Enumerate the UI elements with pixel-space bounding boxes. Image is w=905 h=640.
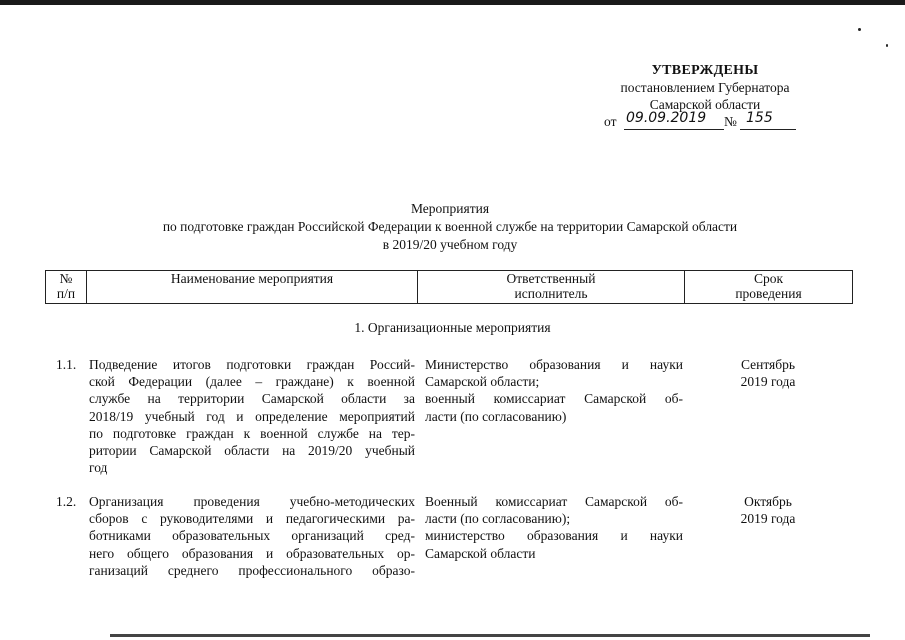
text-line: Самарской области — [425, 545, 536, 561]
number-underline — [740, 129, 796, 130]
text-line: Подведение итогов подготовки граждан Россий- — [89, 357, 415, 372]
text-line: Октябрь — [744, 494, 792, 509]
text-line: год — [89, 460, 108, 476]
date-prefix: от — [604, 114, 617, 129]
approval-block — [560, 62, 850, 131]
handwritten-number: 155 — [746, 110, 773, 126]
text-line: Министерство образования и науки — [425, 357, 683, 372]
header-cell-name — [87, 271, 418, 304]
approval-heading: УТВЕРЖДЕНЫ — [651, 63, 759, 78]
date-underline — [624, 129, 724, 130]
header-text: п/п — [56, 286, 76, 301]
text-line: ласти (по согласованию) — [425, 408, 567, 424]
text-line: Сентябрь — [740, 357, 796, 372]
row-term — [713, 356, 823, 390]
header-text: Ответственный — [506, 271, 596, 286]
text-line: ской Федерации (далее – граждане) к военной — [89, 374, 415, 390]
approval-date-line — [560, 110, 850, 131]
text-line: службе на территории Самарской области за — [89, 391, 415, 407]
row-responsible — [425, 356, 683, 425]
text-line: ласти (по согласованию); — [425, 511, 571, 527]
text-line: Самарской области; — [425, 374, 540, 390]
text-line: ритории Самарской области на 2019/20 учебный — [89, 442, 415, 458]
text-line: 2019 года — [740, 511, 796, 527]
row-number: 1.1. — [56, 357, 77, 372]
text-line: министерство образования и науки — [425, 528, 683, 544]
header-cell-term — [685, 271, 853, 304]
text-line: него общего образования и образовательных ор- — [89, 545, 415, 561]
header-text: Срок — [753, 271, 784, 286]
text-line: военный комиссариат Самарской об- — [425, 391, 683, 407]
header-text: исполнитель — [514, 286, 588, 301]
row-term — [713, 493, 823, 527]
number-sign: № — [724, 114, 737, 129]
text-line: ботниками образовательных организаций сред- — [89, 528, 415, 544]
approval-line-1: постановлением Губернатора — [620, 80, 790, 95]
header-text: № — [59, 271, 73, 286]
title-line-3: в 2019/20 учебном году — [382, 237, 518, 252]
row-number: 1.2. — [56, 494, 77, 509]
title-line-1: Мероприятия — [410, 201, 490, 216]
approval-line-2: Самарской области — [649, 97, 761, 112]
row-name — [89, 356, 415, 476]
text-line: по подготовке граждан к военной службе на тер- — [89, 425, 415, 441]
text-line: 2019 года — [740, 374, 796, 390]
scan-speck — [858, 28, 861, 31]
text-line: Организация проведения учебно-методических — [89, 494, 415, 509]
header-text: Наименование мероприятия — [170, 271, 334, 286]
header-cell-number — [46, 271, 87, 304]
handwritten-date: 09.09.2019 — [626, 110, 707, 126]
text-line: 2018/19 учебный год и определение мероприятий — [89, 408, 415, 424]
section-title: 1. Организационные мероприятия — [354, 320, 551, 335]
row-responsible — [425, 493, 683, 562]
row-name — [89, 493, 415, 579]
text-line: сборов с руководителями и педагогическими ра- — [89, 511, 415, 527]
document-title — [60, 200, 840, 254]
header-text: проведения — [735, 286, 802, 301]
table-header — [45, 270, 853, 304]
scan-speck — [886, 44, 888, 47]
header-cell-responsible — [418, 271, 685, 304]
text-line: ганизаций среднего профессионального образо- — [89, 562, 415, 578]
title-line-2: по подготовке граждан Российской Федерации к военной службе на территории Самарской области — [162, 219, 738, 234]
text-line: Военный комиссариат Самарской об- — [425, 494, 683, 509]
scan-bottom-edge — [110, 634, 870, 637]
scan-top-border — [0, 0, 905, 5]
